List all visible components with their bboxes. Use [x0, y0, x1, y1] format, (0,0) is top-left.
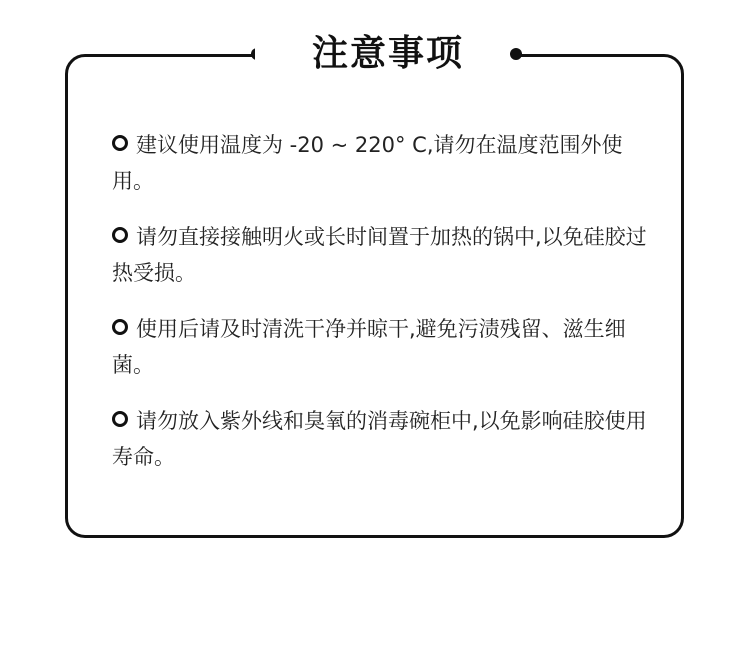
notice-title-wrap	[255, 30, 521, 78]
notice-item	[112, 127, 652, 199]
notice-title: 注意事项	[311, 33, 464, 74]
ring-bullet-icon	[112, 411, 128, 427]
ring-bullet-icon	[112, 319, 128, 335]
notice-item	[112, 403, 652, 475]
notice-item-text: 使用后请及时清洗干净并晾干,避免污渍残留、滋生细菌。	[112, 317, 626, 377]
notice-item	[112, 219, 652, 291]
title-dot-right	[510, 48, 522, 60]
notice-item-text: 请勿直接接触明火或长时间置于加热的锅中,以免硅胶过热受损。	[112, 225, 647, 285]
notice-item	[112, 311, 652, 383]
notice-item-text: 建议使用温度为 -20 ~ 220° C,请勿在温度范围外使用。	[112, 133, 623, 193]
notice-item-text: 请勿放入紫外线和臭氧的消毒碗柜中,以免影响硅胶使用寿命。	[112, 409, 647, 469]
notice-list	[112, 127, 652, 495]
ring-bullet-icon	[112, 227, 128, 243]
ring-bullet-icon	[112, 135, 128, 151]
